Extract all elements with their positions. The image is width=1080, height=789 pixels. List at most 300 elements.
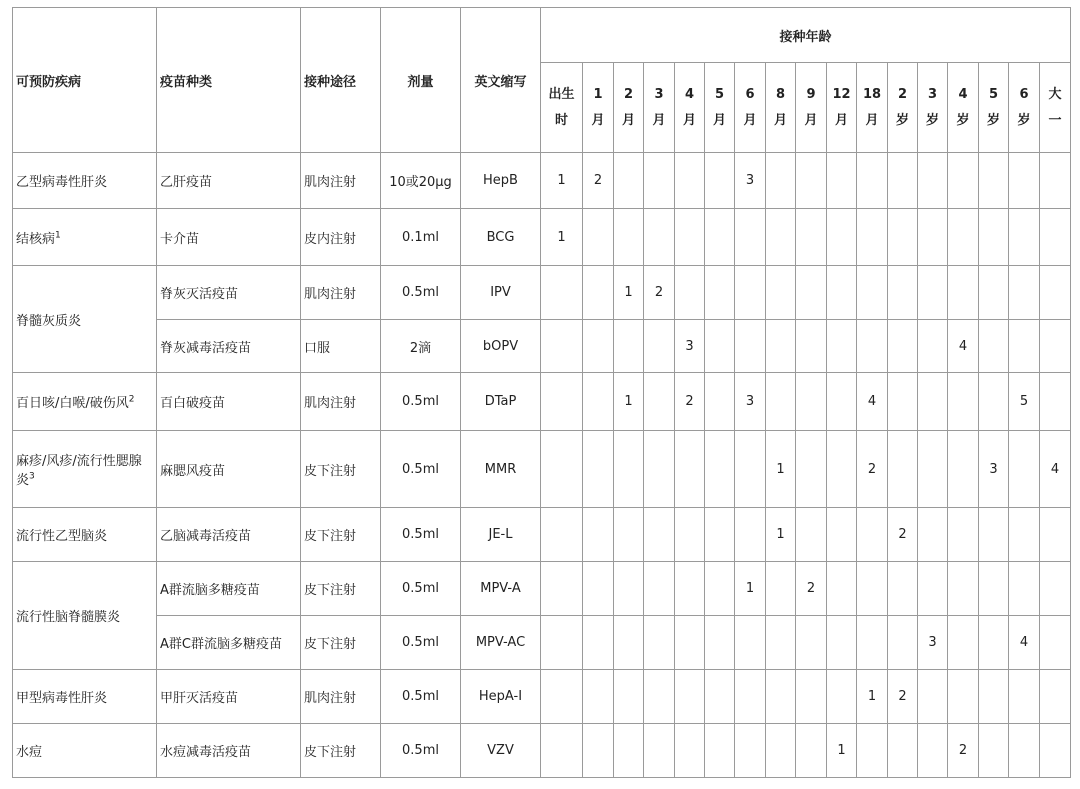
- dose-number-cell: [583, 373, 614, 431]
- age-header-cell: [735, 63, 766, 153]
- abbr-cell: VZV: [461, 724, 541, 778]
- dose-number-cell: [705, 373, 735, 431]
- dose-number-cell: [1009, 266, 1040, 320]
- dose-number-cell: [675, 670, 705, 724]
- dose-number-cell: [948, 209, 979, 266]
- age-bottom-label: 岁: [895, 112, 909, 128]
- dose-number-cell: [1040, 153, 1071, 209]
- dose-number-cell: [948, 153, 979, 209]
- disease-name: 百日咳/白喉/破伤风: [16, 396, 129, 411]
- age-top-label: 出生: [548, 86, 575, 102]
- abbr-cell: DTaP: [461, 373, 541, 431]
- dose-number-cell: [1009, 320, 1040, 373]
- table-row: [13, 373, 1071, 431]
- vaccine-cell: 脊灰减毒活疫苗: [157, 320, 301, 373]
- dose-number-cell: [857, 209, 888, 266]
- dose-number-cell: [675, 153, 705, 209]
- dose-cell: 0.5ml: [381, 266, 461, 320]
- header-vaccine: 疫苗种类: [157, 8, 301, 153]
- dose-number-cell: 1: [857, 670, 888, 724]
- dose-number-cell: [1040, 616, 1071, 670]
- dose-cell: 0.5ml: [381, 616, 461, 670]
- dose-number-cell: [583, 670, 614, 724]
- dose-number-cell: 1: [735, 562, 766, 616]
- age-bottom-label: 月: [834, 112, 848, 128]
- dose-number-cell: [888, 616, 918, 670]
- dose-number-cell: [735, 724, 766, 778]
- dose-number-cell: [675, 431, 705, 508]
- dose-number-cell: [1040, 373, 1071, 431]
- dose-number-cell: [827, 266, 857, 320]
- dose-number-cell: [675, 562, 705, 616]
- dose-number-cell: [796, 670, 827, 724]
- dose-number-cell: [583, 616, 614, 670]
- dose-number-cell: 3: [735, 373, 766, 431]
- dose-number-cell: [888, 320, 918, 373]
- dose-number-cell: 5: [1009, 373, 1040, 431]
- abbr-cell: MPV-AC: [461, 616, 541, 670]
- dose-number-cell: [1040, 266, 1071, 320]
- dose-number-cell: [644, 508, 675, 562]
- age-bottom-label: 月: [773, 112, 787, 128]
- dose-number-cell: [1009, 431, 1040, 508]
- age-top-label: 9: [806, 86, 816, 102]
- table-row: [13, 724, 1071, 778]
- age-bottom-label: 岁: [1017, 112, 1031, 128]
- disease-cell: [13, 209, 157, 266]
- header-abbr: 英文缩写: [461, 8, 541, 153]
- age-header-cell: [796, 63, 827, 153]
- dose-number-cell: [541, 562, 583, 616]
- dose-number-cell: [541, 266, 583, 320]
- age-header-cell: [857, 63, 888, 153]
- route-cell: 皮下注射: [301, 616, 381, 670]
- dose-number-cell: [888, 562, 918, 616]
- age-top-label: 5: [988, 86, 999, 102]
- dose-number-cell: [857, 153, 888, 209]
- vaccine-cell: 乙肝疫苗: [157, 153, 301, 209]
- age-bottom-label: 月: [591, 112, 605, 128]
- header-disease: 可预防疾病: [13, 8, 157, 153]
- dose-number-cell: 2: [796, 562, 827, 616]
- dose-number-cell: [766, 616, 796, 670]
- table-row: [13, 508, 1071, 562]
- dose-number-cell: 1: [541, 209, 583, 266]
- dose-number-cell: [796, 373, 827, 431]
- disease-name: 乙型病毒性肝炎: [16, 175, 108, 190]
- disease-cell: [13, 724, 157, 778]
- dose-number-cell: [1009, 153, 1040, 209]
- dose-number-cell: [1040, 508, 1071, 562]
- dose-number-cell: 2: [675, 373, 705, 431]
- dose-number-cell: [979, 266, 1009, 320]
- disease-cell: [13, 562, 157, 670]
- dose-cell: 0.5ml: [381, 431, 461, 508]
- route-cell: 肌肉注射: [301, 266, 381, 320]
- dose-number-cell: 1: [766, 431, 796, 508]
- route-cell: 皮下注射: [301, 724, 381, 778]
- dose-number-cell: 1: [541, 153, 583, 209]
- dose-number-cell: [766, 153, 796, 209]
- dose-number-cell: [766, 209, 796, 266]
- dose-number-cell: [1009, 508, 1040, 562]
- age-bottom-label: 月: [682, 112, 696, 128]
- table-row: [13, 616, 1071, 670]
- dose-number-cell: [705, 266, 735, 320]
- dose-number-cell: [888, 431, 918, 508]
- dose-number-cell: [541, 431, 583, 508]
- abbr-cell: MMR: [461, 431, 541, 508]
- schedule-body: [13, 153, 1071, 778]
- dose-number-cell: [918, 153, 948, 209]
- age-header-cell: [541, 63, 583, 153]
- dose-number-cell: [979, 373, 1009, 431]
- table-row: [13, 562, 1071, 616]
- dose-number-cell: [705, 153, 735, 209]
- dose-number-cell: 1: [827, 724, 857, 778]
- age-top-label: 3: [927, 86, 938, 102]
- route-cell: 皮下注射: [301, 431, 381, 508]
- dose-number-cell: [766, 724, 796, 778]
- age-header-cell: [888, 63, 918, 153]
- dose-number-cell: [796, 320, 827, 373]
- age-header-cell: [675, 63, 705, 153]
- dose-number-cell: 2: [888, 508, 918, 562]
- dose-number-cell: [918, 209, 948, 266]
- dose-number-cell: [888, 209, 918, 266]
- disease-cell: [13, 266, 157, 373]
- header-route: 接种途径: [301, 8, 381, 153]
- dose-number-cell: [675, 508, 705, 562]
- dose-number-cell: [583, 724, 614, 778]
- dose-number-cell: 4: [857, 373, 888, 431]
- age-top-label: 4: [684, 86, 695, 102]
- dose-number-cell: [614, 431, 644, 508]
- dose-number-cell: [827, 616, 857, 670]
- dose-number-cell: 1: [614, 373, 644, 431]
- disease-name: 结核病: [16, 231, 56, 247]
- age-top-label: 3: [654, 86, 664, 102]
- dose-number-cell: 3: [979, 431, 1009, 508]
- vaccine-cell: A群C群流脑多糖疫苗: [157, 616, 301, 670]
- route-cell: 肌肉注射: [301, 670, 381, 724]
- vaccine-cell: 乙脑减毒活疫苗: [157, 508, 301, 562]
- dose-number-cell: 4: [1040, 431, 1071, 508]
- dose-number-cell: [796, 508, 827, 562]
- table-row: [13, 670, 1071, 724]
- dose-number-cell: [614, 209, 644, 266]
- age-top-label: 2: [897, 86, 908, 102]
- dose-number-cell: [766, 320, 796, 373]
- dose-number-cell: [827, 508, 857, 562]
- dose-number-cell: [979, 508, 1009, 562]
- disease-cell: [13, 431, 157, 508]
- dose-number-cell: [948, 266, 979, 320]
- dose-number-cell: 3: [675, 320, 705, 373]
- age-bottom-label: 岁: [925, 112, 939, 128]
- dose-number-cell: [705, 431, 735, 508]
- dose-cell: 0.5ml: [381, 670, 461, 724]
- dose-number-cell: [644, 562, 675, 616]
- vaccine-cell: A群流脑多糖疫苗: [157, 562, 301, 616]
- dose-number-cell: [583, 266, 614, 320]
- abbr-cell: bOPV: [461, 320, 541, 373]
- dose-number-cell: [614, 508, 644, 562]
- dose-number-cell: [827, 153, 857, 209]
- abbr-cell: HepB: [461, 153, 541, 209]
- dose-number-cell: [644, 209, 675, 266]
- footnote-marker: 2: [128, 394, 135, 405]
- vaccine-cell: 百白破疫苗: [157, 373, 301, 431]
- dose-number-cell: [918, 508, 948, 562]
- age-top-label: 6: [745, 86, 755, 102]
- dose-number-cell: [979, 670, 1009, 724]
- dose-number-cell: 4: [948, 320, 979, 373]
- dose-number-cell: [541, 670, 583, 724]
- dose-number-cell: [644, 373, 675, 431]
- dose-number-cell: [766, 670, 796, 724]
- dose-cell: 0.5ml: [381, 724, 461, 778]
- age-header-cell: [644, 63, 675, 153]
- dose-number-cell: [766, 373, 796, 431]
- dose-number-cell: [888, 266, 918, 320]
- age-top-label: 2: [623, 86, 634, 102]
- age-bottom-label: 月: [621, 112, 635, 128]
- dose-number-cell: [1040, 724, 1071, 778]
- dose-number-cell: 4: [1009, 616, 1040, 670]
- header-age-group: 接种年龄: [541, 8, 1071, 63]
- dose-number-cell: [614, 562, 644, 616]
- disease-name: 流行性脑脊髓膜炎: [16, 610, 121, 625]
- dose-number-cell: [705, 670, 735, 724]
- dose-number-cell: [857, 266, 888, 320]
- age-bottom-label: 岁: [986, 112, 1000, 128]
- dose-number-cell: [796, 431, 827, 508]
- dose-number-cell: [735, 670, 766, 724]
- age-top-label: 4: [958, 86, 968, 102]
- dose-number-cell: [1009, 724, 1040, 778]
- dose-number-cell: [948, 508, 979, 562]
- disease-name: 麻疹/风疹/流行性腮腺炎: [16, 454, 142, 488]
- disease-name: 甲型病毒性肝炎: [16, 691, 108, 706]
- age-header-cell: [1040, 63, 1071, 153]
- dose-number-cell: [1040, 562, 1071, 616]
- disease-name: 水痘: [16, 745, 43, 760]
- dose-number-cell: 2: [888, 670, 918, 724]
- disease-name: 流行性乙型脑炎: [16, 529, 108, 544]
- age-top-label: 18: [862, 86, 882, 102]
- dose-number-cell: [675, 724, 705, 778]
- dose-number-cell: [827, 431, 857, 508]
- dose-number-cell: [614, 153, 644, 209]
- dose-number-cell: [735, 431, 766, 508]
- dose-number-cell: [644, 670, 675, 724]
- dose-number-cell: [675, 209, 705, 266]
- age-top-label: 6: [1019, 86, 1029, 102]
- route-cell: 皮下注射: [301, 562, 381, 616]
- dose-number-cell: 2: [644, 266, 675, 320]
- age-top-label: 大一: [1048, 86, 1062, 128]
- route-cell: 口服: [301, 320, 381, 373]
- route-cell: 皮内注射: [301, 209, 381, 266]
- abbr-cell: HepA-I: [461, 670, 541, 724]
- dose-number-cell: [541, 508, 583, 562]
- dose-cell: 10或20μg: [381, 153, 461, 209]
- dose-number-cell: [888, 153, 918, 209]
- dose-number-cell: [979, 724, 1009, 778]
- age-bottom-label: 月: [712, 112, 726, 128]
- route-cell: 皮下注射: [301, 508, 381, 562]
- dose-number-cell: [583, 508, 614, 562]
- dose-number-cell: [827, 209, 857, 266]
- age-bottom-label: 岁: [956, 112, 970, 128]
- dose-number-cell: [827, 320, 857, 373]
- dose-number-cell: [614, 724, 644, 778]
- dose-number-cell: [948, 373, 979, 431]
- dose-number-cell: [857, 616, 888, 670]
- dose-number-cell: [1040, 670, 1071, 724]
- dose-number-cell: [644, 320, 675, 373]
- dose-number-cell: 2: [583, 153, 614, 209]
- dose-number-cell: [644, 724, 675, 778]
- age-header-cell: [614, 63, 644, 153]
- dose-number-cell: [1040, 209, 1071, 266]
- dose-number-cell: [979, 153, 1009, 209]
- dose-cell: 0.1ml: [381, 209, 461, 266]
- dose-number-cell: [644, 616, 675, 670]
- dose-number-cell: [614, 670, 644, 724]
- dose-number-cell: [644, 431, 675, 508]
- dose-number-cell: [796, 724, 827, 778]
- dose-number-cell: [857, 320, 888, 373]
- dose-number-cell: [735, 209, 766, 266]
- age-header-cell: [1009, 63, 1040, 153]
- age-bottom-label: 月: [865, 112, 879, 128]
- dose-number-cell: [705, 616, 735, 670]
- table-row: [13, 431, 1071, 508]
- dose-number-cell: 3: [918, 616, 948, 670]
- dose-number-cell: [796, 266, 827, 320]
- dose-number-cell: [1009, 670, 1040, 724]
- dose-number-cell: [857, 562, 888, 616]
- dose-number-cell: [705, 209, 735, 266]
- dose-number-cell: [918, 670, 948, 724]
- dose-number-cell: [541, 724, 583, 778]
- disease-cell: [13, 670, 157, 724]
- vaccination-schedule-table: [12, 7, 1071, 778]
- dose-cell: 0.5ml: [381, 562, 461, 616]
- dose-number-cell: [583, 562, 614, 616]
- dose-number-cell: [796, 209, 827, 266]
- age-header-cell: [583, 63, 614, 153]
- footnote-marker: 1: [55, 230, 61, 241]
- dose-number-cell: [979, 616, 1009, 670]
- table-row: [13, 153, 1071, 209]
- dose-number-cell: [888, 373, 918, 431]
- dose-number-cell: 3: [735, 153, 766, 209]
- abbr-cell: JE-L: [461, 508, 541, 562]
- dose-number-cell: [675, 266, 705, 320]
- dose-number-cell: [827, 670, 857, 724]
- dose-number-cell: [918, 320, 948, 373]
- table-row: [13, 266, 1071, 320]
- age-header-cell: [705, 63, 735, 153]
- dose-number-cell: [857, 724, 888, 778]
- dose-number-cell: [979, 209, 1009, 266]
- dose-number-cell: [705, 320, 735, 373]
- dose-number-cell: 2: [948, 724, 979, 778]
- dose-cell: 0.5ml: [381, 508, 461, 562]
- dose-number-cell: [1009, 562, 1040, 616]
- dose-number-cell: [918, 431, 948, 508]
- disease-name: 脊髓灰质炎: [16, 313, 82, 329]
- disease-cell: [13, 153, 157, 209]
- dose-number-cell: [675, 616, 705, 670]
- vaccine-cell: 麻腮风疫苗: [157, 431, 301, 508]
- dose-number-cell: [948, 431, 979, 508]
- age-header-cell: [948, 63, 979, 153]
- route-cell: 肌肉注射: [301, 153, 381, 209]
- header-dose: 剂量: [381, 8, 461, 153]
- dose-number-cell: [735, 616, 766, 670]
- dose-number-cell: [541, 320, 583, 373]
- dose-number-cell: [979, 320, 1009, 373]
- dose-number-cell: [583, 431, 614, 508]
- dose-number-cell: [614, 320, 644, 373]
- dose-number-cell: [948, 562, 979, 616]
- dose-number-cell: [766, 266, 796, 320]
- dose-number-cell: [948, 616, 979, 670]
- dose-number-cell: [918, 724, 948, 778]
- vaccine-cell: 甲肝灭活疫苗: [157, 670, 301, 724]
- age-header-cell: [918, 63, 948, 153]
- dose-number-cell: [705, 724, 735, 778]
- disease-cell: [13, 373, 157, 431]
- dose-number-cell: [918, 562, 948, 616]
- vaccine-cell: 水痘减毒活疫苗: [157, 724, 301, 778]
- dose-number-cell: [614, 616, 644, 670]
- dose-number-cell: [583, 209, 614, 266]
- age-top-label: 12: [832, 86, 851, 102]
- age-bottom-label: 时: [554, 112, 568, 128]
- age-header-cell: [827, 63, 857, 153]
- dose-number-cell: [796, 153, 827, 209]
- dose-number-cell: [827, 373, 857, 431]
- dose-number-cell: [857, 508, 888, 562]
- dose-number-cell: [735, 508, 766, 562]
- disease-cell: [13, 508, 157, 562]
- dose-number-cell: [644, 153, 675, 209]
- dose-number-cell: [583, 320, 614, 373]
- abbr-cell: BCG: [461, 209, 541, 266]
- dose-number-cell: [979, 562, 1009, 616]
- dose-number-cell: [735, 266, 766, 320]
- dose-cell: 2滴: [381, 320, 461, 373]
- abbr-cell: MPV-A: [461, 562, 541, 616]
- table-row: [13, 209, 1071, 266]
- dose-number-cell: 1: [766, 508, 796, 562]
- age-bottom-label: 月: [804, 112, 818, 128]
- age-top-label: 1: [593, 86, 603, 102]
- dose-number-cell: [888, 724, 918, 778]
- age-top-label: 5: [714, 86, 725, 102]
- age-bottom-label: 月: [743, 112, 757, 128]
- dose-number-cell: [1040, 320, 1071, 373]
- dose-number-cell: [766, 562, 796, 616]
- dose-number-cell: 2: [857, 431, 888, 508]
- dose-number-cell: [918, 373, 948, 431]
- dose-number-cell: 1: [614, 266, 644, 320]
